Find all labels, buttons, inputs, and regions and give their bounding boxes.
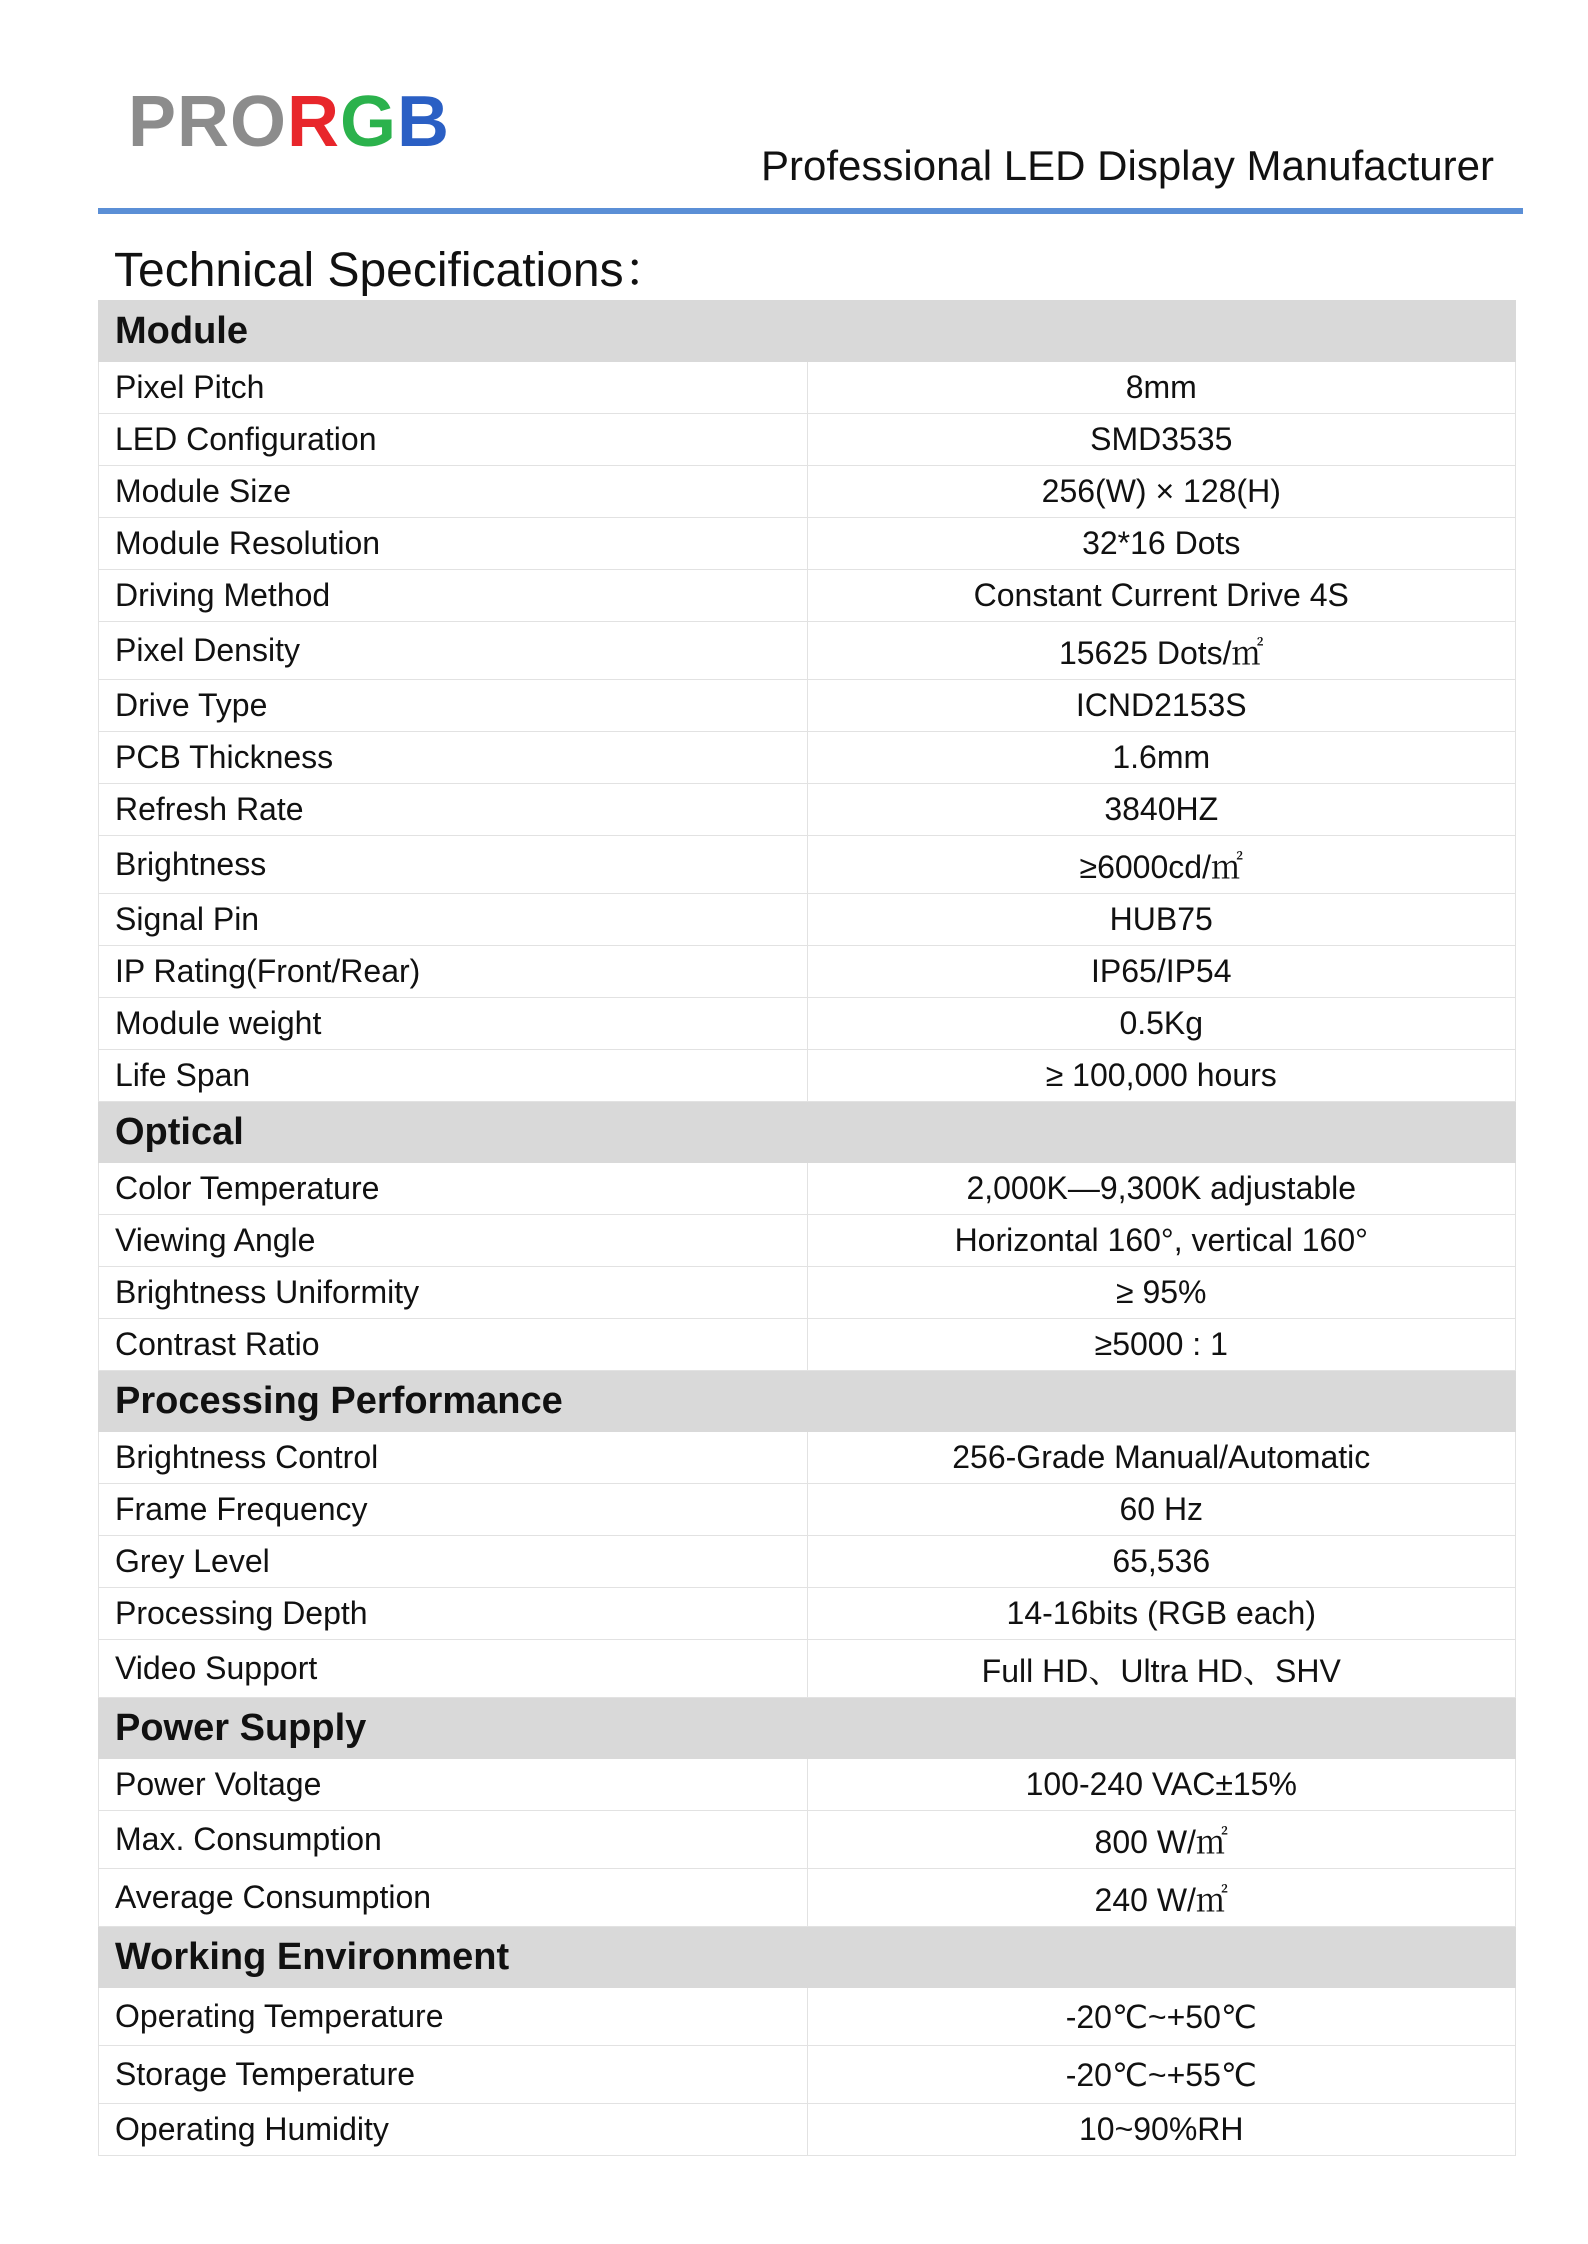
logo-letters: R (287, 82, 341, 162)
table-row (99, 836, 1516, 894)
table-row (99, 1484, 1516, 1536)
spec-value: -20℃~+50℃ (807, 1988, 1516, 2046)
prorgb-logo (128, 78, 450, 166)
spec-table (98, 300, 1516, 2156)
table-row (99, 1588, 1516, 1640)
table-row (99, 784, 1516, 836)
spec-value: 15625 Dots/㎡ (807, 622, 1516, 680)
spec-value: ≥ 95% (807, 1267, 1516, 1319)
spec-value: 10~90%RH (807, 2104, 1516, 2156)
spec-label: Module weight (99, 998, 808, 1050)
table-row (99, 1050, 1516, 1102)
table-row (99, 2104, 1516, 2156)
spec-value: 8mm (807, 362, 1516, 414)
table-row (99, 362, 1516, 414)
section-title: Working Environment (99, 1927, 1516, 1988)
spec-label: Frame Frequency (99, 1484, 808, 1536)
logo-letters: PRO (128, 82, 288, 162)
table-row (99, 680, 1516, 732)
table-row (99, 732, 1516, 784)
spec-label: Color Temperature (99, 1163, 808, 1215)
table-row (99, 894, 1516, 946)
header-divider (98, 208, 1523, 214)
spec-value: 60 Hz (807, 1484, 1516, 1536)
logo-letters: B (397, 82, 451, 162)
spec-label: Pixel Pitch (99, 362, 808, 414)
table-row (99, 1267, 1516, 1319)
spec-label: Pixel Density (99, 622, 808, 680)
spec-value: ≥ 100,000 hours (807, 1050, 1516, 1102)
table-row (99, 2046, 1516, 2104)
section-title: Optical (99, 1102, 1516, 1163)
table-row (99, 1640, 1516, 1698)
spec-label: Max. Consumption (99, 1811, 808, 1869)
section-title: Processing Performance (99, 1371, 1516, 1432)
spec-label: Grey Level (99, 1536, 808, 1588)
section-title: Power Supply (99, 1698, 1516, 1759)
page-title: Technical Specifications： (114, 244, 672, 297)
section-title: Module (99, 301, 1516, 362)
spec-label: IP Rating(Front/Rear) (99, 946, 808, 998)
spec-label: Power Voltage (99, 1759, 808, 1811)
spec-value: 14-16bits (RGB each) (807, 1588, 1516, 1640)
table-row (99, 1988, 1516, 2046)
table-row (99, 1215, 1516, 1267)
table-row (99, 1163, 1516, 1215)
spec-value: 100-240 VAC±15% (807, 1759, 1516, 1811)
spec-label: LED Configuration (99, 414, 808, 466)
table-row (99, 466, 1516, 518)
table-row (99, 1319, 1516, 1371)
spec-value: -20℃~+55℃ (807, 2046, 1516, 2104)
table-row (99, 998, 1516, 1050)
table-row (99, 414, 1516, 466)
section-header-row (99, 1371, 1516, 1432)
spec-value: 65,536 (807, 1536, 1516, 1588)
spec-value: 800 W/㎡ (807, 1811, 1516, 1869)
spec-value: Constant Current Drive 4S (807, 570, 1516, 622)
spec-value: ≥5000 : 1 (807, 1319, 1516, 1371)
spec-label: Operating Temperature (99, 1988, 808, 2046)
spec-value: SMD3535 (807, 414, 1516, 466)
section-header-row (99, 1102, 1516, 1163)
spec-value: 256(W) × 128(H) (807, 466, 1516, 518)
spec-label: Storage Temperature (99, 2046, 808, 2104)
spec-value: ICND2153S (807, 680, 1516, 732)
table-row (99, 1811, 1516, 1869)
logo-letters: G (340, 82, 398, 162)
company-tagline: Professional LED Display Manufacturer (761, 142, 1494, 189)
table-row (99, 946, 1516, 998)
spec-label: Signal Pin (99, 894, 808, 946)
section-header-row (99, 1698, 1516, 1759)
table-row (99, 1432, 1516, 1484)
spec-label: Operating Humidity (99, 2104, 808, 2156)
section-header-row (99, 301, 1516, 362)
table-row (99, 1869, 1516, 1927)
spec-value: 240 W/㎡ (807, 1869, 1516, 1927)
spec-label: Video Support (99, 1640, 808, 1698)
spec-label: Module Size (99, 466, 808, 518)
spec-value: ≥6000cd/㎡ (807, 836, 1516, 894)
table-row (99, 622, 1516, 680)
spec-value: HUB75 (807, 894, 1516, 946)
spec-label: Brightness Control (99, 1432, 808, 1484)
spec-label: Module Resolution (99, 518, 808, 570)
table-row (99, 518, 1516, 570)
spec-value: 256-Grade Manual/Automatic (807, 1432, 1516, 1484)
table-row (99, 1536, 1516, 1588)
spec-label: Life Span (99, 1050, 808, 1102)
spec-label: Average Consumption (99, 1869, 808, 1927)
spec-label: Driving Method (99, 570, 808, 622)
table-row (99, 1759, 1516, 1811)
spec-label: Refresh Rate (99, 784, 808, 836)
spec-value: Full HD、Ultra HD、SHV (807, 1640, 1516, 1698)
table-row (99, 570, 1516, 622)
spec-label: Drive Type (99, 680, 808, 732)
spec-label: PCB Thickness (99, 732, 808, 784)
spec-value: 1.6mm (807, 732, 1516, 784)
spec-value: 0.5Kg (807, 998, 1516, 1050)
spec-label: Brightness Uniformity (99, 1267, 808, 1319)
spec-table-body (99, 301, 1516, 2156)
spec-label: Viewing Angle (99, 1215, 808, 1267)
spec-value: 3840HZ (807, 784, 1516, 836)
spec-value: 2,000K—9,300K adjustable (807, 1163, 1516, 1215)
section-header-row (99, 1927, 1516, 1988)
spec-value: Horizontal 160°, vertical 160° (807, 1215, 1516, 1267)
spec-value: IP65/IP54 (807, 946, 1516, 998)
spec-label: Processing Depth (99, 1588, 808, 1640)
spec-value: 32*16 Dots (807, 518, 1516, 570)
spec-label: Brightness (99, 836, 808, 894)
spec-label: Contrast Ratio (99, 1319, 808, 1371)
